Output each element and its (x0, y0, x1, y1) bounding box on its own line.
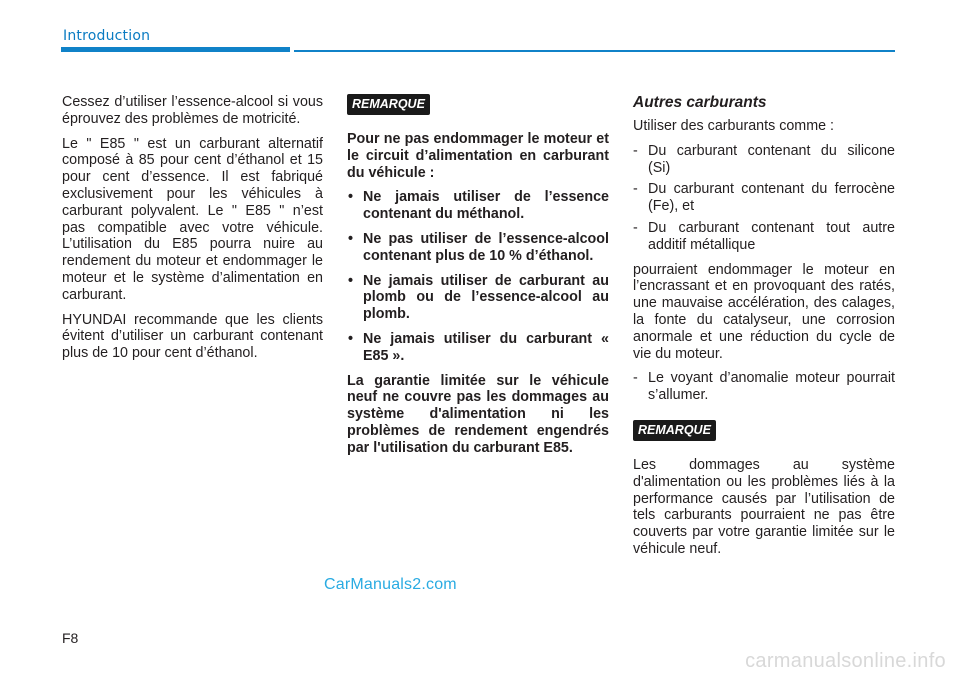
list-item: • Ne pas utiliser de l’essence-alcool contenant plus de 10 % d’éthanol. (347, 231, 609, 265)
page-number: F8 (62, 630, 79, 646)
section-heading: Autres carburants (633, 94, 767, 111)
list-item: - Du carburant contenant du ferrocène (Fe), et (633, 181, 895, 215)
section-title: Introduction (63, 28, 151, 44)
paragraph: Cessez d’utiliser l’essence-alcool si vous éprouvez des problèmes de motricité. (62, 94, 323, 127)
footer-watermark: carmanualsonline.info (745, 650, 946, 672)
paragraph: Le " E85 " est un carburant alternatif composé à 85 pour cent d’éthanol et 15 pour cent d’essence. Il est fabriqué exclusivement pour les véhicules à carburant polyvalent. Le " E85 " n’est pas compatible avec votre véhicule. L’utilisation du E85 pourra nuire au rendement du moteur et endommager le moteur et le système d’alimentation en carburant. (62, 135, 323, 303)
list-item: - Du carburant contenant du silicone (Si) (633, 143, 895, 177)
paragraph: HYUNDAI recommande que les clients évitent d’utiliser un carburant contenant plus de 10 pour cent d’éthanol. (62, 311, 323, 362)
watermark-link: CarManuals2.com (324, 576, 457, 593)
column-left (62, 94, 323, 370)
remarque-badge: REMARQUE (633, 420, 716, 441)
dash-list (633, 370, 895, 404)
list-item: • Ne jamais utiliser de carburant au plomb ou de l’essence-alcool au plomb. (347, 273, 609, 323)
dash-list (633, 143, 895, 254)
header-rule-thin (294, 50, 895, 52)
column-right (633, 94, 895, 566)
list-item: - Du carburant contenant tout autre additif métallique (633, 220, 895, 254)
list-item: - Le voyant d’anomalie moteur pourrait s’allumer. (633, 370, 895, 404)
paragraph: pourraient endommager le moteur en l’encrassant et en provoquant des ratés, une mauvaise accélération, des calages, la fonte du catalyseur, une corrosion anormale et une réduction du cycle de vie du moteur. (633, 261, 895, 362)
header-rule-thick (61, 47, 290, 52)
list-item: • Ne jamais utiliser du carburant « E85 ». (347, 331, 609, 365)
warranty-note: La garantie limitée sur le véhicule neuf ne couvre pas les dommages au système d'alimentation ni les problèmes de rendement engendrés par l'utilisation du carburant E85. (347, 372, 609, 456)
column-middle (347, 94, 609, 465)
paragraph: Les dommages au système d'alimentation ou les problèmes liés à la performance causés par l’utilisation de tels carburants pourraient ne pas être couverts par votre garantie limitée sur le véhicule neuf. (633, 456, 895, 557)
bullet-list (347, 189, 609, 364)
list-item: • Ne jamais utiliser de l’essence contenant du méthanol. (347, 189, 609, 223)
intro-text: Utiliser des carburants comme : (633, 118, 835, 134)
note-intro: Pour ne pas endommager le moteur et le circuit d’alimentation en carburant du véhicule : (347, 131, 609, 181)
remarque-badge: REMARQUE (347, 94, 430, 115)
